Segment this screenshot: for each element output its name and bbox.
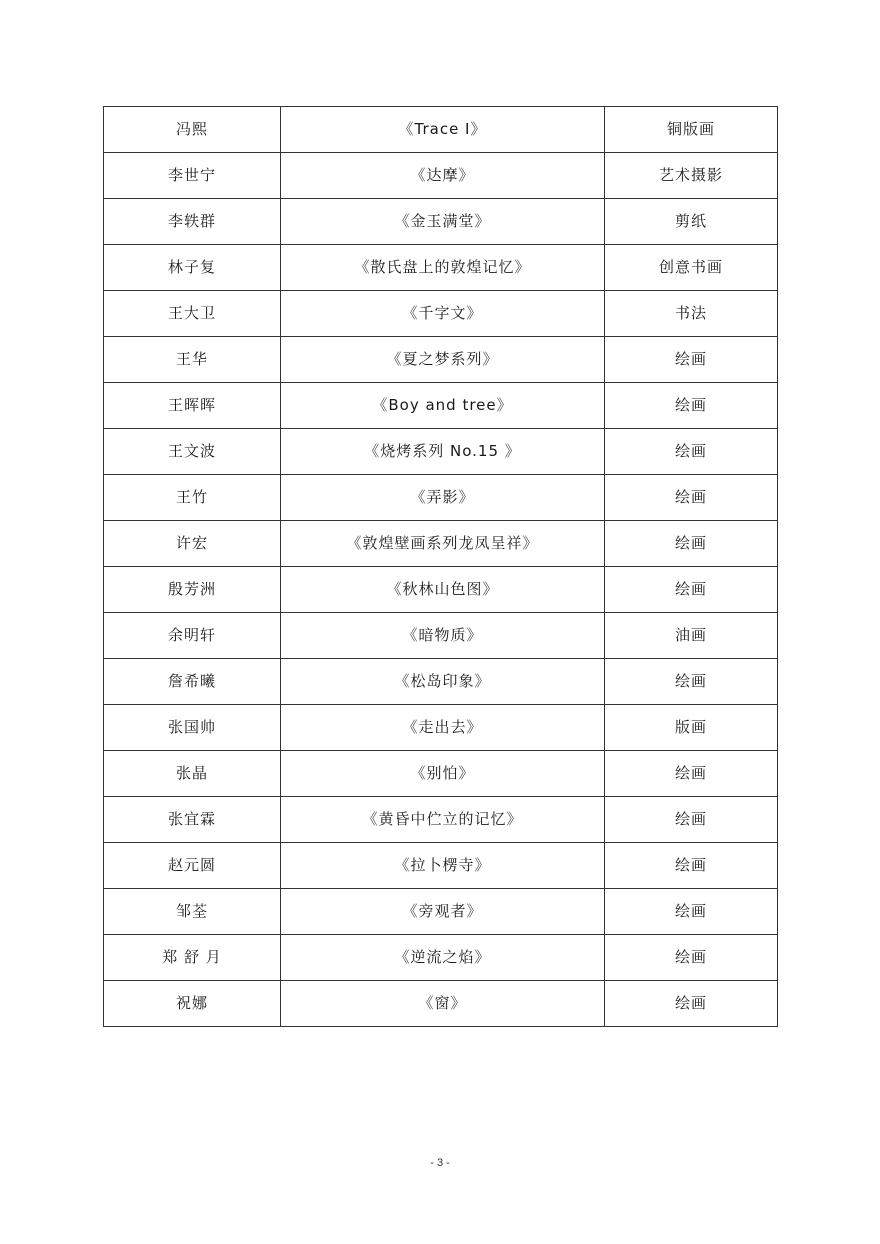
title-cell: 《旁观者》 — [281, 889, 605, 935]
table-row — [104, 245, 778, 291]
medium-cell: 绘画 — [605, 797, 778, 843]
table-row — [104, 291, 778, 337]
table-row — [104, 751, 778, 797]
artist-cell: 李世宁 — [104, 153, 281, 199]
title-cell: 《达摩》 — [281, 153, 605, 199]
artist-cell: 赵元圆 — [104, 843, 281, 889]
title-cell: 《逆流之焰》 — [281, 935, 605, 981]
title-cell: 《别怕》 — [281, 751, 605, 797]
medium-cell: 绘画 — [605, 659, 778, 705]
table-row — [104, 153, 778, 199]
table-row — [104, 705, 778, 751]
medium-cell: 绘画 — [605, 383, 778, 429]
title-cell: 《弄影》 — [281, 475, 605, 521]
artwork-list — [103, 106, 777, 1027]
title-cell: 《走出去》 — [281, 705, 605, 751]
table-row — [104, 613, 778, 659]
table-row — [104, 475, 778, 521]
title-cell: 《Boy and tree》 — [281, 383, 605, 429]
medium-cell: 书法 — [605, 291, 778, 337]
medium-cell: 艺术摄影 — [605, 153, 778, 199]
table-row — [104, 337, 778, 383]
artist-cell: 许宏 — [104, 521, 281, 567]
medium-cell: 油画 — [605, 613, 778, 659]
title-cell: 《Trace I》 — [281, 107, 605, 153]
page-number: - 3 - — [430, 1157, 450, 1169]
title-cell: 《金玉满堂》 — [281, 199, 605, 245]
medium-cell: 绘画 — [605, 567, 778, 613]
title-cell: 《黄昏中伫立的记忆》 — [281, 797, 605, 843]
artist-cell: 祝娜 — [104, 981, 281, 1027]
table-row — [104, 429, 778, 475]
medium-cell: 绘画 — [605, 889, 778, 935]
title-cell: 《窗》 — [281, 981, 605, 1027]
table-row — [104, 797, 778, 843]
title-cell: 《夏之梦系列》 — [281, 337, 605, 383]
artwork-table — [103, 106, 778, 1027]
medium-cell: 绘画 — [605, 981, 778, 1027]
title-cell: 《千字文》 — [281, 291, 605, 337]
medium-cell: 绘画 — [605, 337, 778, 383]
table-row — [104, 889, 778, 935]
artist-cell: 王竹 — [104, 475, 281, 521]
title-cell: 《松岛印象》 — [281, 659, 605, 705]
table-row — [104, 981, 778, 1027]
title-cell: 《散氏盘上的敦煌记忆》 — [281, 245, 605, 291]
medium-cell: 绘画 — [605, 429, 778, 475]
title-cell: 《敦煌壁画系列龙凤呈祥》 — [281, 521, 605, 567]
table-row — [104, 935, 778, 981]
artist-cell: 殷芳洲 — [104, 567, 281, 613]
medium-cell: 绘画 — [605, 751, 778, 797]
artist-cell: 王华 — [104, 337, 281, 383]
artist-cell: 邹荃 — [104, 889, 281, 935]
medium-cell: 铜版画 — [605, 107, 778, 153]
medium-cell: 绘画 — [605, 521, 778, 567]
artist-cell: 郑 舒 月 — [104, 935, 281, 981]
medium-cell: 绘画 — [605, 475, 778, 521]
title-cell: 《暗物质》 — [281, 613, 605, 659]
artist-cell: 王文波 — [104, 429, 281, 475]
artist-cell: 李轶群 — [104, 199, 281, 245]
table-row — [104, 107, 778, 153]
artist-cell: 王大卫 — [104, 291, 281, 337]
table-row — [104, 199, 778, 245]
medium-cell: 剪纸 — [605, 199, 778, 245]
artist-cell: 余明轩 — [104, 613, 281, 659]
artist-cell: 张晶 — [104, 751, 281, 797]
medium-cell: 版画 — [605, 705, 778, 751]
table-row — [104, 383, 778, 429]
table-row — [104, 567, 778, 613]
table-row — [104, 843, 778, 889]
title-cell: 《拉卜楞寺》 — [281, 843, 605, 889]
medium-cell: 创意书画 — [605, 245, 778, 291]
title-cell: 《烧烤系列 No.15 》 — [281, 429, 605, 475]
title-cell: 《秋林山色图》 — [281, 567, 605, 613]
medium-cell: 绘画 — [605, 935, 778, 981]
artist-cell: 张宜霖 — [104, 797, 281, 843]
medium-cell: 绘画 — [605, 843, 778, 889]
table-row — [104, 521, 778, 567]
artist-cell: 詹希曦 — [104, 659, 281, 705]
artist-cell: 王晖晖 — [104, 383, 281, 429]
table-row — [104, 659, 778, 705]
artist-cell: 冯熙 — [104, 107, 281, 153]
artist-cell: 张国帅 — [104, 705, 281, 751]
artist-cell: 林子复 — [104, 245, 281, 291]
